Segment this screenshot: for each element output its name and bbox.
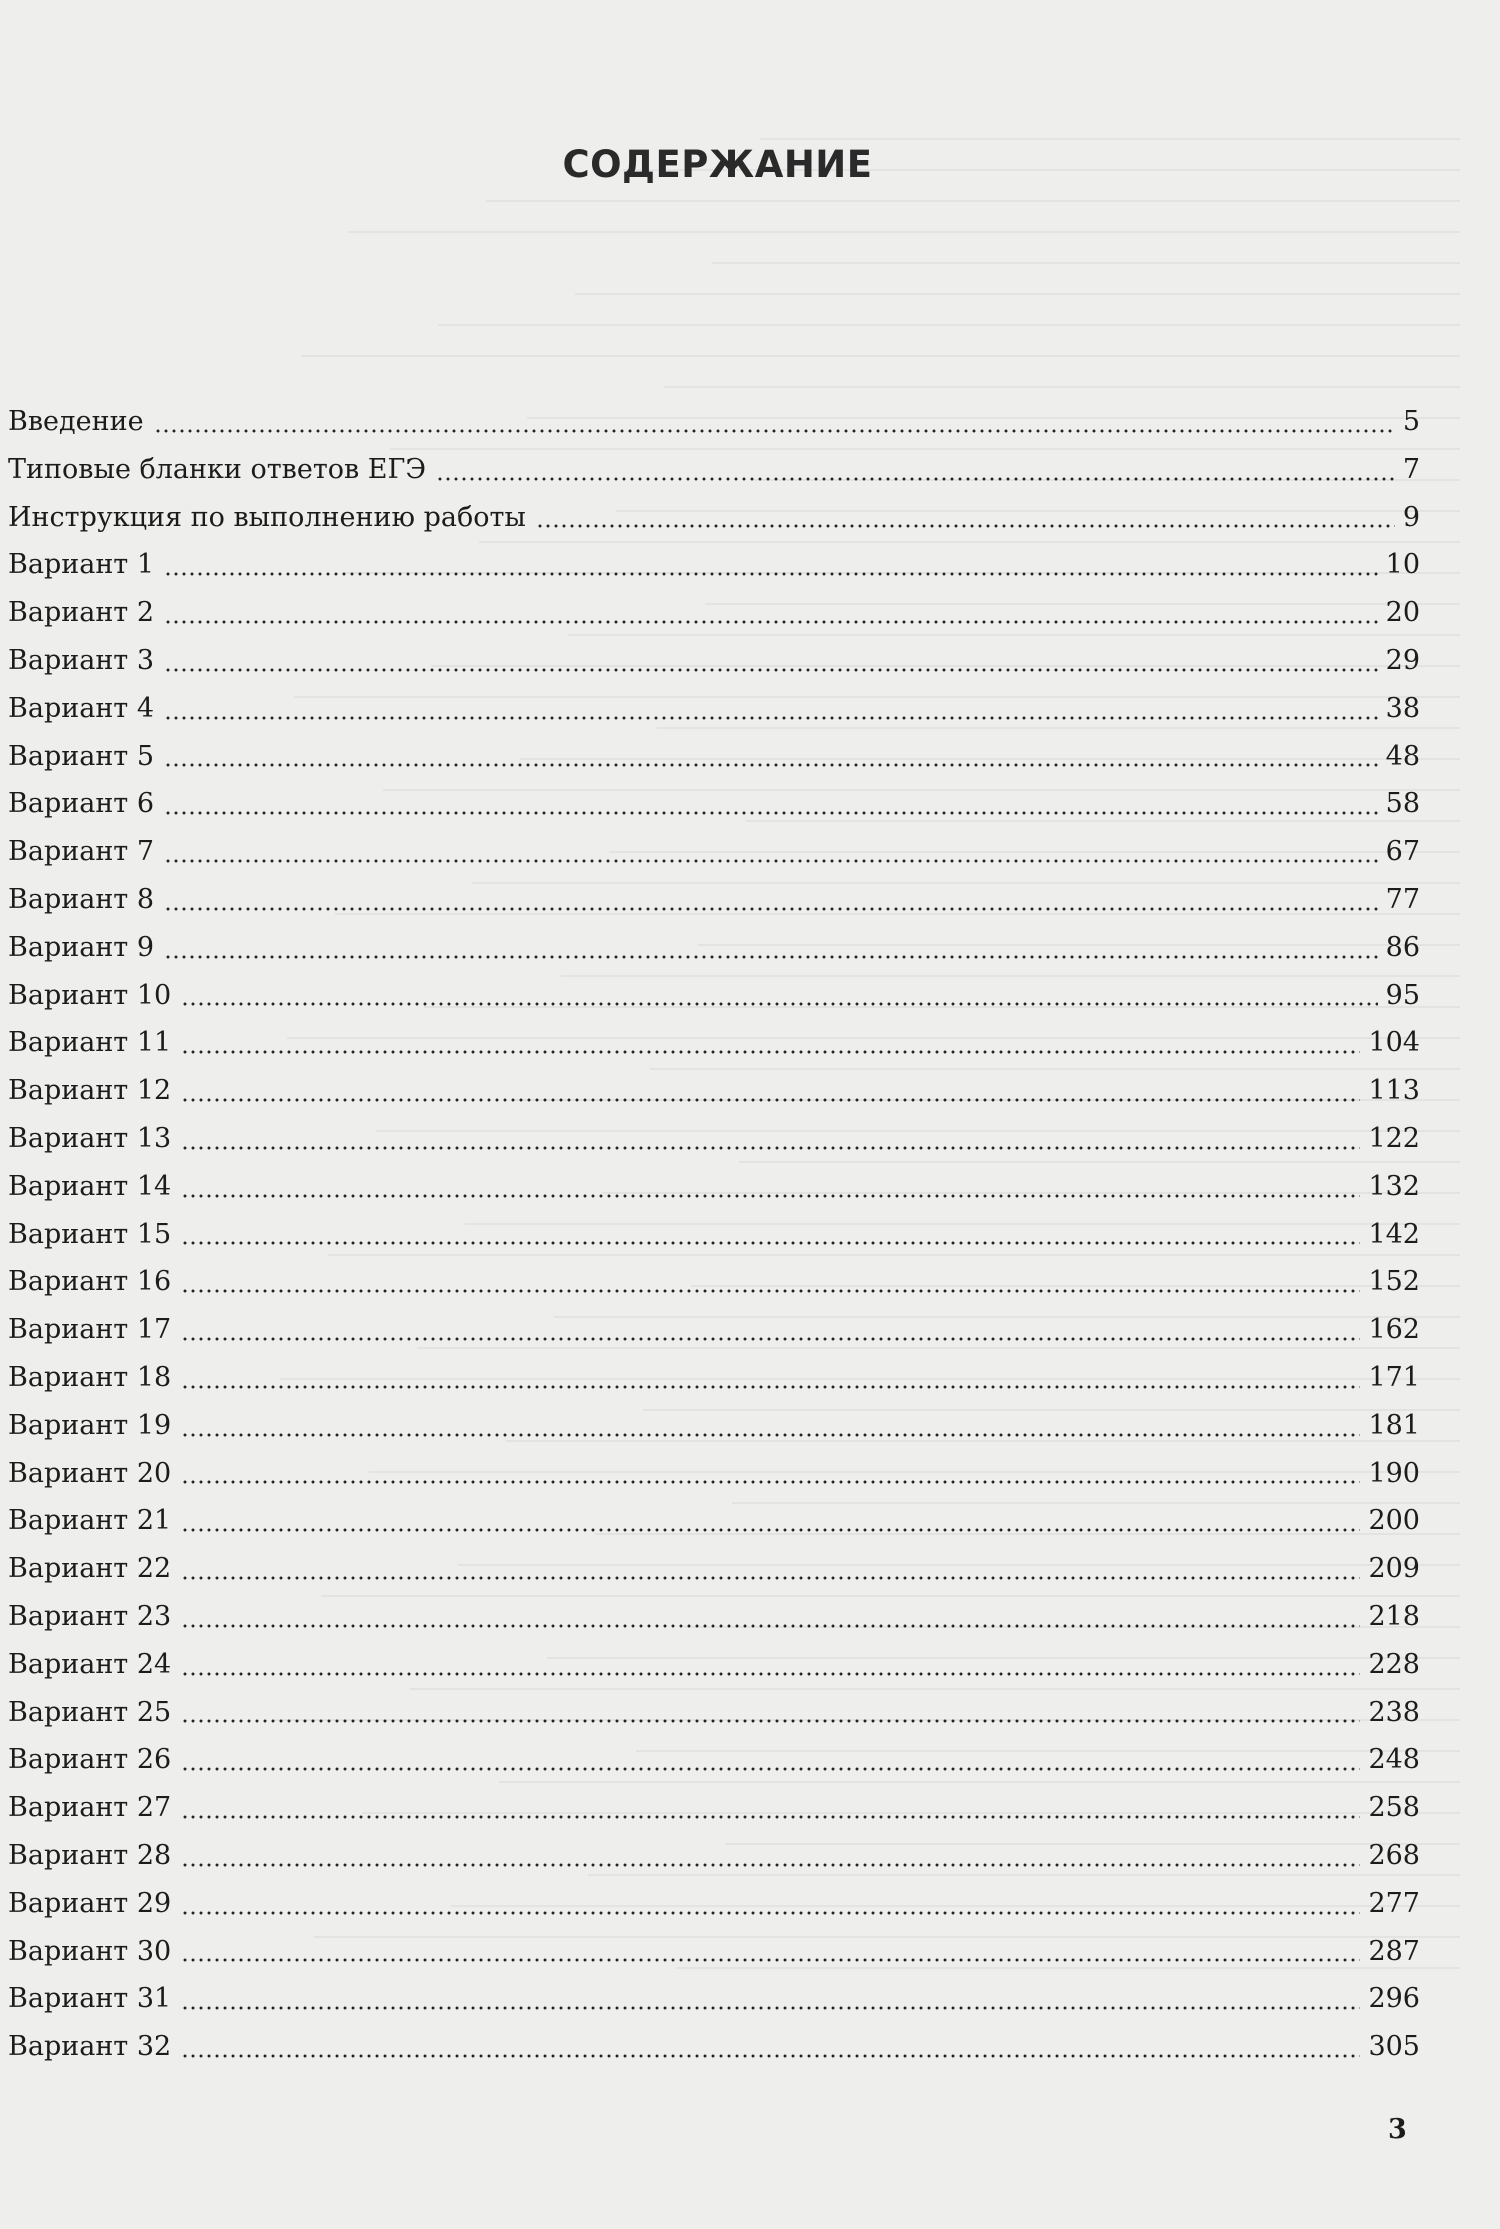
toc-entry-label: Вариант 26: [8, 1744, 172, 1776]
toc-entry-page: 58: [1385, 788, 1420, 820]
dot-leader: [181, 1194, 1360, 1198]
toc-entry-page: 113: [1368, 1075, 1420, 1107]
toc-entry-label: Вариант 1: [8, 549, 155, 581]
toc-entry-page: 258: [1368, 1792, 1420, 1824]
dot-leader: [181, 1576, 1360, 1580]
toc-entry: [8, 972, 1420, 1020]
toc-entry-label: Вариант 12: [8, 1075, 172, 1107]
toc-entry-page: 238: [1368, 1696, 1420, 1728]
toc-entry: [8, 1832, 1420, 1880]
dot-leader: [536, 524, 1395, 528]
toc-entry-label: Вариант 9: [8, 931, 155, 963]
dot-leader: [181, 1719, 1360, 1723]
dot-leader: [181, 1672, 1360, 1676]
page-number: 3: [1388, 2114, 1407, 2145]
toc-entry-label: Вариант 30: [8, 1935, 172, 1967]
toc-entry-page: 9: [1402, 501, 1420, 533]
dot-leader: [181, 1002, 1377, 1006]
toc-entry-page: 209: [1368, 1553, 1420, 1585]
toc-entry-label: Вариант 16: [8, 1266, 172, 1298]
toc-entry-label: Вариант 8: [8, 883, 155, 915]
toc-entry-label: Вариант 3: [8, 644, 155, 676]
toc-entry-page: 86: [1385, 931, 1420, 963]
toc-entry-page: 29: [1385, 644, 1420, 676]
toc-entry: [8, 1019, 1420, 1067]
toc-entry-page: 200: [1368, 1505, 1420, 1537]
toc-entry-page: 122: [1368, 1122, 1420, 1154]
toc-entry-page: 171: [1368, 1361, 1420, 1393]
toc-entry: [8, 1306, 1420, 1354]
toc-entry: [8, 685, 1420, 733]
toc-entry-label: Вариант 18: [8, 1361, 172, 1393]
toc-entry-label: Инструкция по выполнению работы: [8, 501, 526, 533]
dot-leader: [181, 1289, 1360, 1293]
show-through-line: [760, 138, 1460, 140]
toc-entry-page: 277: [1368, 1887, 1420, 1919]
dot-leader: [181, 1911, 1360, 1915]
toc-entry-page: 20: [1385, 597, 1420, 629]
toc-entry-label: Вариант 27: [8, 1792, 172, 1824]
dot-leader: [181, 1433, 1360, 1437]
toc-entry: [8, 1593, 1420, 1641]
toc-entry: [8, 1211, 1420, 1259]
toc-entry-label: Вариант 31: [8, 1983, 172, 2015]
toc-entry-label: Вариант 11: [8, 1027, 172, 1059]
toc-entry: [8, 1545, 1420, 1593]
toc-entry-page: 5: [1402, 406, 1420, 437]
toc-entry-page: 181: [1368, 1409, 1420, 1441]
toc-entry-label: Вариант 17: [8, 1314, 172, 1346]
toc-entry-page: 287: [1368, 1935, 1420, 1967]
dot-leader: [164, 763, 1378, 767]
toc-entry: [8, 924, 1420, 972]
show-through-line: [575, 293, 1460, 295]
dot-leader: [181, 1528, 1360, 1532]
dot-leader: [181, 1098, 1360, 1102]
dot-leader: [181, 1624, 1360, 1628]
toc-entry: [8, 1497, 1420, 1545]
toc-entry: [8, 637, 1420, 685]
dot-leader: [164, 572, 1378, 576]
toc-entry-label: Вариант 2: [8, 597, 155, 629]
dot-leader: [181, 1050, 1360, 1054]
toc-entry-label: Типовые бланки ответов ЕГЭ: [8, 453, 427, 485]
dot-leader: [164, 955, 1378, 959]
show-through-line: [301, 355, 1460, 357]
toc-entry: [8, 1163, 1420, 1211]
toc-entry-label: Вариант 13: [8, 1122, 172, 1154]
toc-entry-page: 190: [1368, 1457, 1420, 1489]
dot-leader: [181, 1815, 1360, 1819]
toc-entry-label: Вариант 24: [8, 1648, 172, 1680]
toc-entry-label: Вариант 23: [8, 1600, 172, 1632]
dot-leader: [181, 2006, 1360, 2010]
toc-entry-label: Вариант 4: [8, 692, 155, 724]
dot-leader: [181, 1385, 1360, 1389]
dot-leader: [164, 859, 1378, 863]
toc-entry-page: 38: [1385, 692, 1420, 724]
toc-entry: [8, 1402, 1420, 1450]
dot-leader: [181, 1337, 1360, 1341]
toc-entry-label: Вариант 25: [8, 1696, 172, 1728]
toc-entry-label: Вариант 6: [8, 788, 155, 820]
toc-entry-label: Вариант 28: [8, 1839, 172, 1871]
toc-entry-page: 268: [1368, 1839, 1420, 1871]
toc-entry: [8, 1258, 1420, 1306]
toc-entry-page: 104: [1368, 1027, 1420, 1059]
toc-entry-page: 296: [1368, 1983, 1420, 2015]
toc-entry: [8, 1067, 1420, 1115]
toc-entry: [8, 1641, 1420, 1689]
show-through-line: [349, 231, 1460, 233]
toc-entry-page: 162: [1368, 1314, 1420, 1346]
toc-entry: [8, 1736, 1420, 1784]
toc-entry: [8, 446, 1420, 494]
toc-entry-label: Вариант 32: [8, 2031, 172, 2063]
toc-entry: [8, 1450, 1420, 1498]
toc-entry-page: 95: [1385, 979, 1420, 1011]
toc-entry-label: Вариант 15: [8, 1218, 172, 1250]
toc-entry: [8, 398, 1420, 446]
toc-entry-page: 48: [1385, 740, 1420, 772]
toc-entry: [8, 1784, 1420, 1832]
toc-entry: [8, 1115, 1420, 1163]
dot-leader: [181, 1480, 1360, 1484]
toc-entry: [8, 733, 1420, 781]
show-through-line: [664, 386, 1460, 388]
page-title: СОДЕРЖАНИЕ: [562, 143, 873, 186]
toc-entry-page: 7: [1402, 453, 1420, 485]
toc-entry-page: 77: [1385, 883, 1420, 915]
dot-leader: [164, 716, 1378, 720]
dot-leader: [181, 1863, 1360, 1867]
toc-entry-label: Вариант 10: [8, 979, 172, 1011]
toc-entry-label: Вариант 5: [8, 740, 155, 772]
toc-entry-page: 305: [1368, 2031, 1420, 2063]
show-through-line: [486, 200, 1460, 202]
toc-entry-label: Вариант 29: [8, 1887, 172, 1919]
table-of-contents: [8, 398, 1420, 2071]
toc-entry-page: 142: [1368, 1218, 1420, 1250]
toc-entry-page: 10: [1385, 549, 1420, 581]
toc-entry: [8, 1880, 1420, 1928]
show-through-line: [712, 262, 1460, 264]
toc-entry-page: 152: [1368, 1266, 1420, 1298]
toc-entry: [8, 494, 1420, 542]
toc-entry: [8, 876, 1420, 924]
toc-entry: [8, 2023, 1420, 2071]
toc-entry-label: Вариант 22: [8, 1553, 172, 1585]
dot-leader: [164, 668, 1378, 672]
dot-leader: [164, 907, 1378, 911]
toc-entry: [8, 1928, 1420, 1976]
toc-entry: [8, 541, 1420, 589]
dot-leader: [181, 1146, 1360, 1150]
toc-entry-label: Вариант 21: [8, 1505, 172, 1537]
toc-entry: [8, 828, 1420, 876]
toc-entry: [8, 1975, 1420, 2023]
toc-entry: [8, 1689, 1420, 1737]
toc-entry: [8, 1354, 1420, 1402]
toc-entry-page: 132: [1368, 1170, 1420, 1202]
toc-entry-label: Вариант 7: [8, 836, 155, 868]
toc-entry: [8, 780, 1420, 828]
dot-leader: [164, 811, 1378, 815]
toc-entry-page: 228: [1368, 1648, 1420, 1680]
toc-entry-label: Вариант 19: [8, 1409, 172, 1441]
toc-entry: [8, 589, 1420, 637]
dot-leader: [436, 477, 1395, 481]
dot-leader: [181, 1241, 1360, 1245]
dot-leader: [164, 620, 1378, 624]
dot-leader: [181, 1958, 1360, 1962]
toc-entry-page: 248: [1368, 1744, 1420, 1776]
dot-leader: [154, 429, 1395, 433]
toc-entry-page: 67: [1385, 836, 1420, 868]
dot-leader: [181, 1767, 1360, 1771]
dot-leader: [181, 2054, 1360, 2058]
toc-entry-page: 218: [1368, 1600, 1420, 1632]
show-through-line: [438, 324, 1460, 326]
toc-entry-label: Введение: [8, 406, 144, 437]
toc-entry-label: Вариант 14: [8, 1170, 172, 1202]
toc-entry-label: Вариант 20: [8, 1457, 172, 1489]
